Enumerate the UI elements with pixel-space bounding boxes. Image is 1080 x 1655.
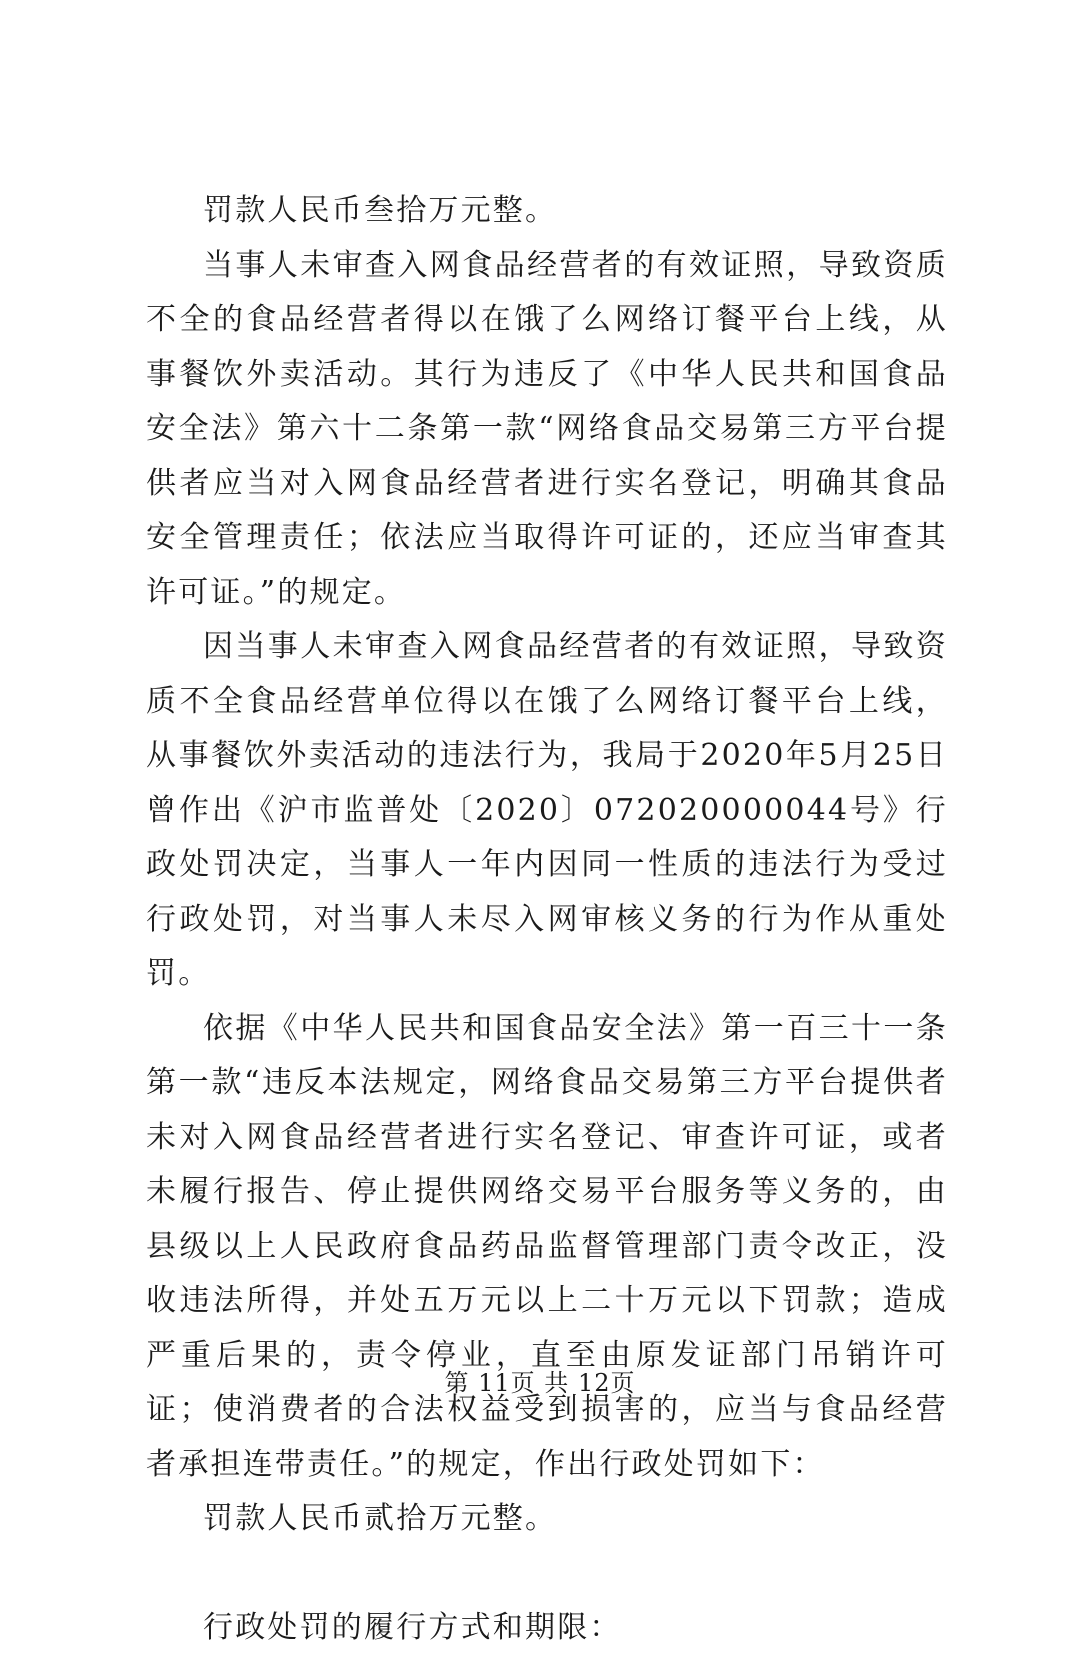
page-number-footer: 第 11页 共 12页 bbox=[0, 1368, 1080, 1398]
paragraph-prior-penalty: 因当事人未审查入网食品经营者的有效证照，导致资质不全食品经营单位得以在饿了么网络订餐平台上线，从事餐饮外卖活动的违法行为，我局于2020年5月25日曾作出《沪市监普处〔2020〕072020000044号》行政处罚决定，当事人一年内因同一性质的违法行为受过行政处罚，对当事人未尽入网审核义务的行为作从重处罚。 bbox=[146, 620, 948, 1002]
paragraph-fine-200k: 罚款人民币贰拾万元整。 bbox=[146, 1492, 948, 1547]
paragraph-performance-method: 行政处罚的履行方式和期限： bbox=[146, 1601, 948, 1655]
paragraph-fine-300k: 罚款人民币叁拾万元整。 bbox=[146, 184, 948, 239]
paragraph-violation: 当事人未审查入网食品经营者的有效证照，导致资质不全的食品经营者得以在饿了么网络订餐平台上线，从事餐饮外卖活动。其行为违反了《中华人民共和国食品安全法》第六十二条第一款“网络食品交易第三方平台提供者应当对入网食品经营者进行实名登记，明确其食品安全管理责任；依法应当取得许可证的，还应当审查其许可证。”的规定。 bbox=[146, 239, 948, 621]
paragraph-legal-basis: 依据《中华人民共和国食品安全法》第一百三十一条第一款“违反本法规定，网络食品交易第三方平台提供者未对入网食品经营者进行实名登记、审查许可证，或者未履行报告、停止提供网络交易平台服务等义务的，由县级以上人民政府食品药品监督管理部门责令改正，没收违法所得，并处五万元以上二十万元以下罚款；造成严重后果的，责令停业，直至由原发证部门吊销许可证；使消费者的合法权益受到损害的，应当与食品经营者承担连带责任。”的规定，作出行政处罚如下： bbox=[146, 1002, 948, 1493]
document-body bbox=[146, 184, 948, 1655]
